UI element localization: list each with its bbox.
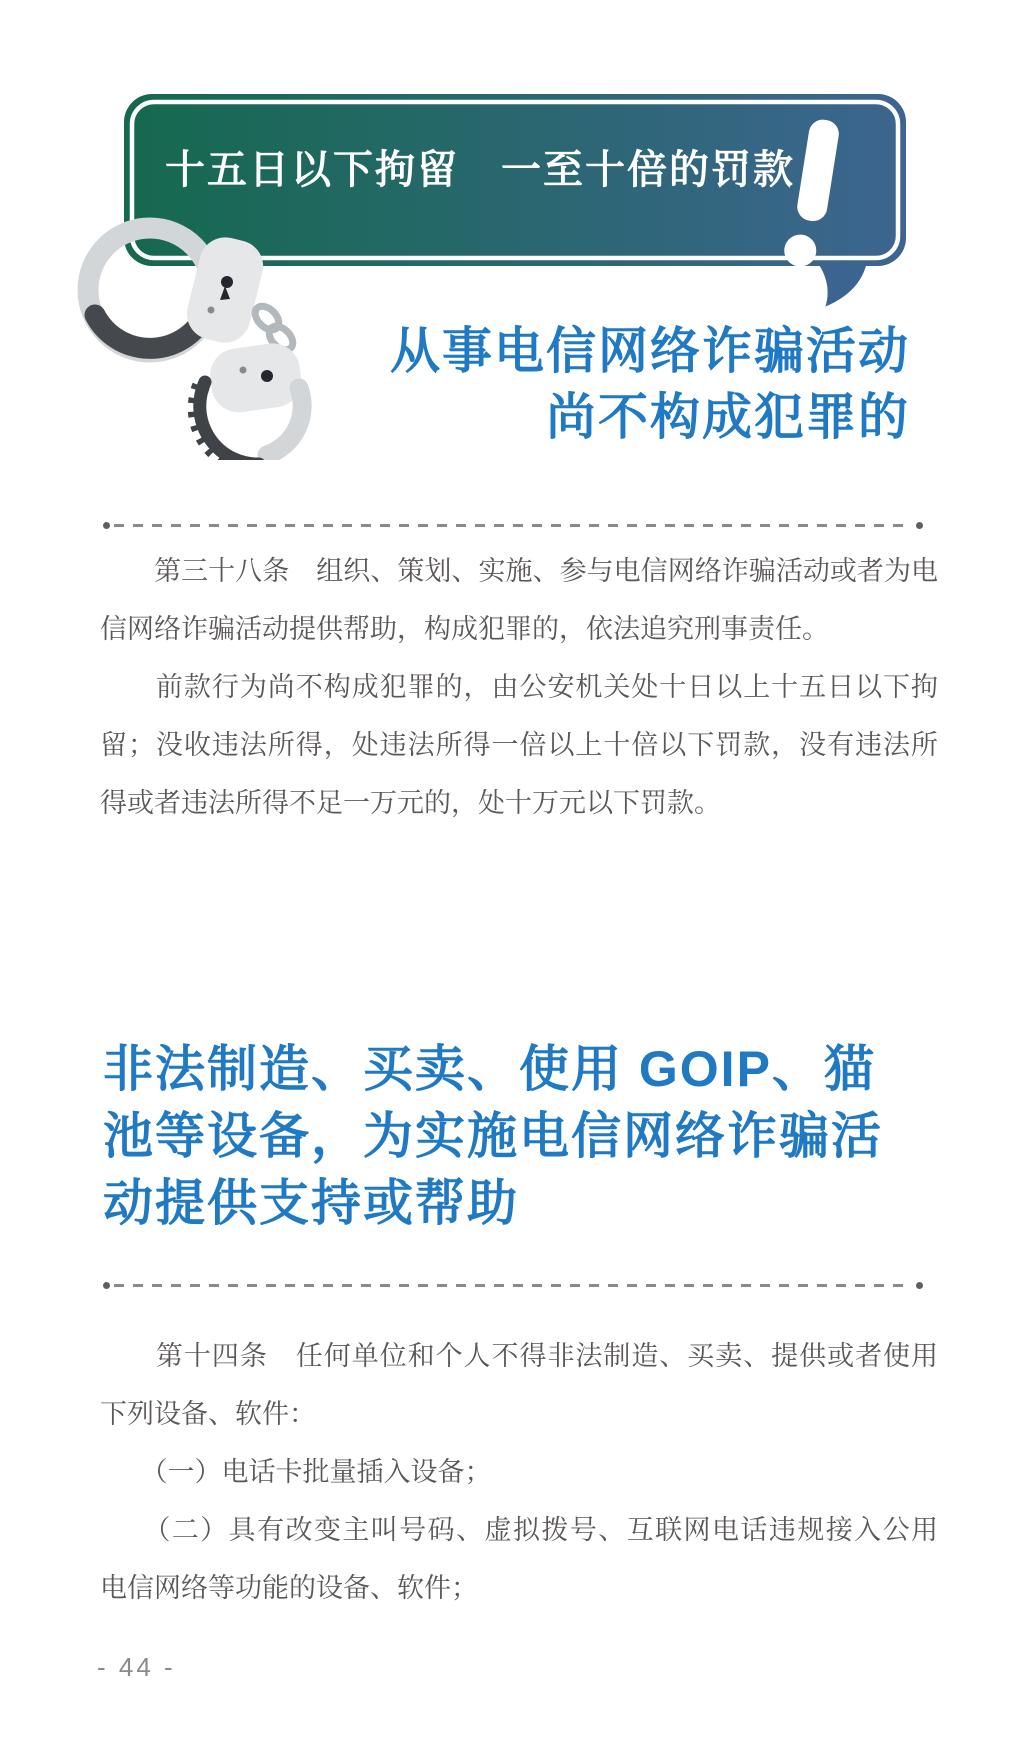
paragraph-line: （二）具有改变主叫号码、虚拟拨号、互联网电话违规接入公用 bbox=[100, 1515, 938, 1545]
paragraph-line: 前款行为尚不构成犯罪的，由公安机关处十日以上十五日以下拘 bbox=[100, 672, 938, 702]
title-line: 尚不构成犯罪的 bbox=[546, 389, 910, 445]
section1-title bbox=[390, 318, 910, 450]
title-line: 池等设备，为实施电信网络诈骗活 bbox=[103, 1108, 883, 1164]
divider-dashes bbox=[114, 1284, 912, 1287]
divider-endpoint bbox=[103, 1282, 110, 1289]
paragraph-line: （一）电话卡批量插入设备； bbox=[100, 1457, 492, 1487]
page-number: - 44 - bbox=[97, 1652, 176, 1682]
divider-endpoint bbox=[916, 1282, 923, 1289]
divider-dashes bbox=[114, 524, 912, 527]
section2-title bbox=[103, 1036, 883, 1237]
section2-body bbox=[100, 1327, 938, 1617]
section-divider bbox=[103, 522, 923, 529]
banner-headline: 十五日以下拘留 一至十倍的罚款 bbox=[165, 148, 795, 192]
paragraph-line: 留；没收违法所得，处违法所得一倍以上十倍以下罚款，没有违法所 bbox=[100, 730, 938, 760]
handcuffs-icon bbox=[55, 190, 315, 460]
paragraph-line: 第三十八条 组织、策划、实施、参与电信网络诈骗活动或者为电 bbox=[100, 556, 938, 586]
divider-endpoint bbox=[103, 522, 110, 529]
paragraph-line: 第十四条 任何单位和个人不得非法制造、买卖、提供或者使用 bbox=[100, 1341, 938, 1371]
paragraph-line: 电信网络等功能的设备、软件； bbox=[100, 1573, 478, 1603]
title-line: 动提供支持或帮助 bbox=[103, 1175, 519, 1231]
title-line: 从事电信网络诈骗活动 bbox=[390, 323, 910, 379]
paragraph-line: 下列设备、软件： bbox=[100, 1399, 316, 1429]
section-divider bbox=[103, 1282, 923, 1289]
title-line: 非法制造、买卖、使用 GOIP、猫 bbox=[103, 1041, 876, 1097]
section1-body bbox=[100, 542, 938, 832]
paragraph-line: 信网络诈骗活动提供帮助，构成犯罪的，依法追究刑事责任。 bbox=[100, 614, 829, 644]
divider-endpoint bbox=[916, 522, 923, 529]
paragraph-line: 得或者违法所得不足一万元的，处十万元以下罚款。 bbox=[100, 788, 721, 818]
